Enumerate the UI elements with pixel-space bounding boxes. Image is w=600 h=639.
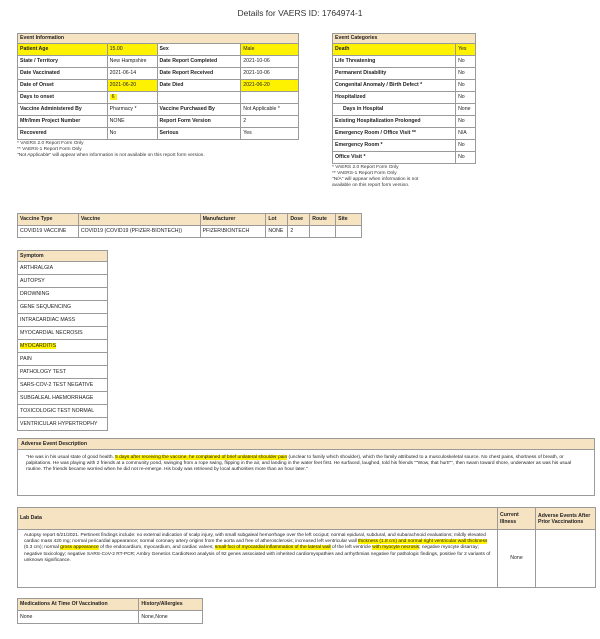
death-label: Death [333, 44, 456, 56]
symptom-item: INTRACARDIAC MASS [18, 314, 108, 327]
lab-text-highlight: gross appearance [60, 545, 99, 551]
date-report-received-label: Date Report Received [157, 68, 241, 80]
symptom-item: AUTOPSY [18, 275, 108, 288]
symptom-item: PAIN [18, 353, 108, 366]
congenital-anomaly-label: Congenital Anomaly / Birth Defect * [333, 80, 456, 92]
dose-header: Dose [288, 214, 310, 226]
symptom-highlight: MYOCARDITIS [20, 342, 57, 349]
days-to-onset-number: 6 [111, 94, 115, 101]
adverse-text-highlight: 5 days after receiving the vaccine, he complained of brief unilateral shoulder pain [115, 455, 288, 460]
life-threatening-label: Life Threatening [333, 56, 456, 68]
hospitalized-value: No [456, 92, 476, 104]
office-visit-value: No [456, 152, 476, 164]
permanent-disability-label: Permanent Disability [333, 68, 456, 80]
emergency-room-label: Emergency Room * [333, 140, 456, 152]
administered-by-value: Pharmacy * [107, 104, 157, 116]
event-categories-notes [332, 165, 492, 189]
sex-label: Sex [157, 44, 241, 56]
date-report-completed-label: Date Report Completed [157, 56, 241, 68]
lab-text-highlight: small foci of myocardial inflammation of the lateral wall [214, 545, 331, 551]
date-vaccinated-label: Date Vaccinated [18, 68, 108, 80]
patient-age-value: 15.00 [107, 44, 157, 56]
lab-text-part: (0.3 cm); normal [24, 545, 61, 551]
hospitalization-prolonged-label: Existing Hospitalization Prolonged [333, 116, 456, 128]
date-of-onset-label: Date of Onset [18, 80, 108, 92]
manufacturer-header: Manufacturer [200, 214, 266, 226]
symptom-item: SUBGALEAL HAEMORRHAGE [18, 392, 108, 405]
death-value: Yes [456, 44, 476, 56]
prior-events-value [536, 530, 596, 588]
er-office-visit-value: N/A [456, 128, 476, 140]
symptom-item: TOXICOLOGIC TEST NORMAL [18, 405, 108, 418]
event-information-notes [17, 141, 299, 159]
form-version-label: Report Form Version [157, 116, 241, 128]
symptom-item: GENE SEQUENCING [18, 301, 108, 314]
project-number-value: NONE [107, 116, 157, 128]
symptom-item: VENTRICULAR HYPERTROPHY [18, 418, 108, 431]
days-to-onset-value [107, 92, 157, 104]
vaccine-cell: COVID19 (COVID19 (PFIZER-BIONTECH)) [78, 226, 200, 238]
event-categories-header: Event Categories [333, 34, 476, 44]
date-report-completed-value: 2021-10-06 [241, 56, 299, 68]
event-information-header: Event Information [18, 34, 299, 44]
adverse-event-header: Adverse Event Description [18, 439, 594, 450]
form-version-value: 2 [241, 116, 299, 128]
symptom-item: ARTHRALGIA [18, 262, 108, 275]
state-label: State / Territory [18, 56, 108, 68]
patient-age-label: Patient Age [18, 44, 108, 56]
event-information-table [17, 33, 299, 140]
event-categories-table [332, 33, 476, 164]
recovered-value: No [107, 128, 157, 140]
medications-table [17, 598, 203, 624]
state-value: New Hampshire [107, 56, 157, 68]
note-line: "N/A" will appear when information is not [332, 177, 419, 182]
symptom-item: SARS-COV-2 TEST NEGATIVE [18, 379, 108, 392]
current-illness-value: None [498, 530, 536, 588]
permanent-disability-value: No [456, 68, 476, 80]
date-of-onset-value: 2021-06-20 [107, 80, 157, 92]
sex-value: Male [241, 44, 299, 56]
adverse-text-part: "He was in his usual state of good health. [26, 455, 116, 460]
lab-text-highlight: with myocyte necrosis [372, 545, 420, 551]
adverse-text-part: (unclear to family which shoulder), which the family attributed to a musculoskeletal source. No chest pains, shortness of breath, or palpitations. He was playing with 2 friends at a community pond, swinging from a rope swing, flipping in the air, and landing in the water feet first. He surfaced, laughed, told his friends ""Wow, that hurt!"", then swam toward shore, underwater as was his usual routine. The friends became worried when he did not re-emerge. His body was retrieved by local authorities more than an hour later." [26, 455, 572, 473]
days-in-hospital-value: None [456, 104, 476, 116]
days-to-onset-label: Days to onset [18, 92, 108, 104]
date-vaccinated-value: 2021-06-14 [107, 68, 157, 80]
history-allergies-value: None,None [139, 611, 203, 624]
site-cell [336, 226, 362, 238]
project-number-label: Mfr/Imm Project Number [18, 116, 108, 128]
symptom-item: MYOCARDIAL NECROSIS [18, 327, 108, 340]
note-line: "Not Applicable" will appear when information is not available on this report form version. [17, 153, 205, 158]
days-in-hospital-label: Days in Hospital [333, 104, 456, 116]
lab-text-part: ; negative myocyte disarray; negative toxicology; negative SARS-CoV-2 RT-PCR; Ambry Genetics CardioNext analysis of 92 genes associated with inherited cardiomyopathies and arrhythmias negative for pathologic findings, positive for 2 variants of unknown significance. [24, 545, 491, 563]
lab-text-part: of the left ventricle [330, 545, 373, 551]
hospitalized-label: Hospitalized [333, 92, 456, 104]
date-died-value: 2021-06-20 [241, 80, 299, 92]
vaccine-header: Vaccine [78, 214, 200, 226]
symptom-header: Symptom [18, 251, 108, 262]
lot-cell: NONE [266, 226, 288, 238]
manufacturer-cell: PFIZER\BIONTECH [200, 226, 266, 238]
lab-data-table [17, 507, 596, 588]
route-cell [310, 226, 336, 238]
symptom-item: PATHOLOGY TEST [18, 366, 108, 379]
current-illness-header: Current Illness [498, 508, 536, 530]
prior-events-header: Adverse Events After Prior Vaccinations [536, 508, 596, 530]
vaccine-table [17, 213, 362, 238]
purchased-by-label: Vaccine Purchased By [157, 104, 241, 116]
route-header: Route [310, 214, 336, 226]
dose-cell: 2 [288, 226, 310, 238]
vaccine-type-cell: COVID19 VACCINE [18, 226, 79, 238]
note-line: ** VAERS-1 Report Form Only [332, 171, 397, 176]
history-allergies-header: History/Allergies [139, 599, 203, 611]
note-line: ** VAERS-1 Report Form Only [17, 147, 82, 152]
serious-label: Serious [157, 128, 241, 140]
congenital-anomaly-value: No [456, 80, 476, 92]
lab-text-part: of the endocardium, myocardium, and cardiac valves; [98, 545, 215, 551]
empty-cell [157, 92, 241, 104]
medications-value: None [18, 611, 139, 624]
page-title: Details for VAERS ID: 1764974-1 [237, 8, 363, 18]
life-threatening-value: No [456, 56, 476, 68]
recovered-label: Recovered [18, 128, 108, 140]
emergency-room-value: No [456, 140, 476, 152]
lab-data-header: Lab Data [18, 508, 498, 530]
lab-data-text [18, 530, 498, 588]
serious-value: Yes [241, 128, 299, 140]
note-line: available on this report form version. [332, 183, 410, 188]
symptom-table [17, 250, 108, 431]
symptom-item [18, 340, 108, 353]
office-visit-label: Office Visit * [333, 152, 456, 164]
purchased-by-value: Not Applicable * [241, 104, 299, 116]
date-died-label: Date Died [157, 80, 241, 92]
administered-by-label: Vaccine Administered By [18, 104, 108, 116]
medications-header: Medications At Time Of Vaccination [18, 599, 139, 611]
vaccine-type-header: Vaccine Type [18, 214, 79, 226]
adverse-event-box [17, 438, 595, 496]
date-report-received-value: 2021-10-06 [241, 68, 299, 80]
note-line: * VAERS 2.0 Report Form Only [17, 141, 84, 146]
table-row [18, 226, 362, 238]
lot-header: Lot [266, 214, 288, 226]
site-header: Site [336, 214, 362, 226]
er-office-visit-label: Emergency Room / Office Visit ** [333, 128, 456, 140]
adverse-event-text [18, 450, 594, 477]
empty-cell [241, 92, 299, 104]
lab-text-part: Autopsy report 6/21/2021. Pertinent findings include: no external indication of scalp injury, with small subgaleal hemorrhage over the left occiput; normal epidural, subdural, and subarachnoid evaluations; mildly elevated cardiac mass 420 mg; normal pericardial appearance; normal coronary artery origins from the aorta and free of atherosclerosis; increased left ventricular wall [24, 533, 486, 545]
hospitalization-prolonged-value: No [456, 116, 476, 128]
symptom-item: DROWNING [18, 288, 108, 301]
note-line: * VAERS 2.0 Report Form Only [332, 165, 399, 170]
lab-text-highlight: thickness (1.8 cm) and normal right ventricular wall thickness [358, 539, 488, 545]
